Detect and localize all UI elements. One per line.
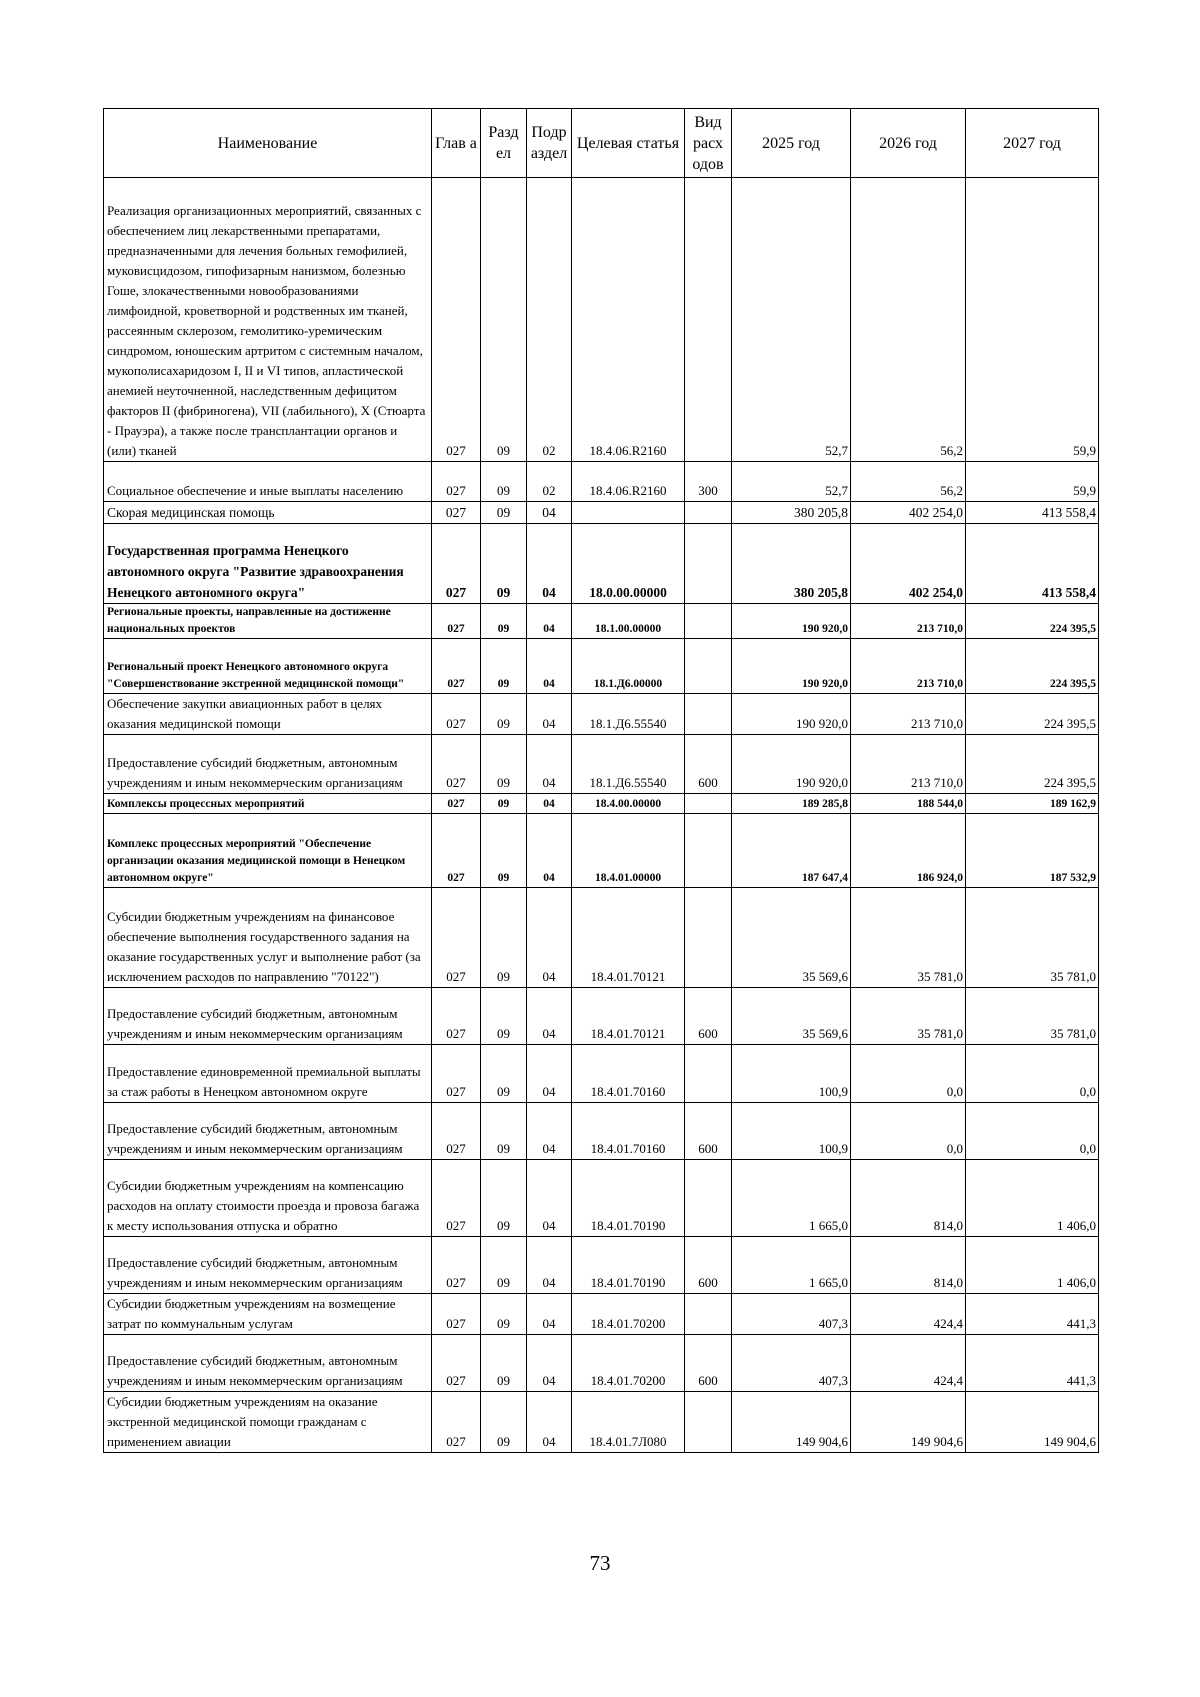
table-row xyxy=(104,1160,1099,1237)
cell-2026: 35 781,0 xyxy=(851,888,966,988)
cell-target: 18.1.Д6.55540 xyxy=(572,735,685,794)
cell-vid xyxy=(685,1160,732,1237)
cell-2027: 59,9 xyxy=(966,462,1099,502)
cell-razdel: 09 xyxy=(481,524,527,604)
cell-target: 18.1.00.00000 xyxy=(572,604,685,639)
cell-2027: 35 781,0 xyxy=(966,988,1099,1045)
cell-target: 18.4.01.70121 xyxy=(572,888,685,988)
cell-2025: 190 920,0 xyxy=(732,735,851,794)
cell-podrazdel: 04 xyxy=(527,639,572,694)
cell-razdel: 09 xyxy=(481,1237,527,1294)
cell-razdel: 09 xyxy=(481,502,527,524)
cell-2027: 224 395,5 xyxy=(966,694,1099,735)
cell-2025: 1 665,0 xyxy=(732,1237,851,1294)
cell-name: Скорая медицинская помощь xyxy=(104,502,432,524)
table-row xyxy=(104,502,1099,524)
table-row xyxy=(104,1294,1099,1335)
cell-2026: 186 924,0 xyxy=(851,814,966,888)
cell-glava: 027 xyxy=(432,1335,481,1392)
cell-glava: 027 xyxy=(432,462,481,502)
table-row xyxy=(104,462,1099,502)
cell-name: Субсидии бюджетным учреждениям на возмещение затрат по коммунальным услугам xyxy=(104,1294,432,1335)
cell-2026: 402 254,0 xyxy=(851,502,966,524)
cell-podrazdel: 04 xyxy=(527,1335,572,1392)
cell-2026: 402 254,0 xyxy=(851,524,966,604)
cell-razdel: 09 xyxy=(481,694,527,735)
table-row xyxy=(104,794,1099,814)
cell-2027: 224 395,5 xyxy=(966,639,1099,694)
cell-vid xyxy=(685,604,732,639)
cell-2027: 35 781,0 xyxy=(966,888,1099,988)
cell-vid xyxy=(685,524,732,604)
cell-razdel: 09 xyxy=(481,988,527,1045)
cell-glava: 027 xyxy=(432,1237,481,1294)
cell-podrazdel: 04 xyxy=(527,794,572,814)
header-row xyxy=(104,109,1099,178)
cell-vid xyxy=(685,502,732,524)
cell-vid xyxy=(685,1294,732,1335)
cell-name: Комплексы процессных мероприятий xyxy=(104,794,432,814)
cell-razdel: 09 xyxy=(481,1294,527,1335)
page-number: 73 xyxy=(589,1551,611,1575)
cell-2027: 0,0 xyxy=(966,1045,1099,1103)
cell-podrazdel: 04 xyxy=(527,1392,572,1453)
table-row xyxy=(104,178,1099,462)
cell-podrazdel: 02 xyxy=(527,462,572,502)
cell-2025: 190 920,0 xyxy=(732,604,851,639)
cell-glava: 027 xyxy=(432,1160,481,1237)
cell-glava: 027 xyxy=(432,639,481,694)
header-name: Наименование xyxy=(104,109,432,178)
cell-vid: 600 xyxy=(685,1335,732,1392)
cell-name: Государственная программа Ненецкого автономного округа "Развитие здравоохранения Ненецкого автономного округа" xyxy=(104,524,432,604)
cell-podrazdel: 04 xyxy=(527,988,572,1045)
cell-target: 18.0.00.00000 xyxy=(572,524,685,604)
table-row xyxy=(104,888,1099,988)
cell-2026: 213 710,0 xyxy=(851,735,966,794)
cell-2026: 0,0 xyxy=(851,1045,966,1103)
cell-vid xyxy=(685,888,732,988)
cell-name: Региональный проект Ненецкого автономного округа "Совершенствование экстренной медицинской помощи" xyxy=(104,639,432,694)
cell-2025: 380 205,8 xyxy=(732,524,851,604)
cell-glava: 027 xyxy=(432,694,481,735)
cell-2025: 52,7 xyxy=(732,462,851,502)
cell-2026: 188 544,0 xyxy=(851,794,966,814)
table-row xyxy=(104,1103,1099,1160)
cell-vid xyxy=(685,1045,732,1103)
cell-razdel: 09 xyxy=(481,1392,527,1453)
cell-podrazdel: 04 xyxy=(527,1103,572,1160)
cell-2026: 213 710,0 xyxy=(851,604,966,639)
cell-2025: 100,9 xyxy=(732,1045,851,1103)
cell-target: 18.4.01.70200 xyxy=(572,1335,685,1392)
cell-podrazdel: 04 xyxy=(527,694,572,735)
cell-glava: 027 xyxy=(432,1103,481,1160)
cell-name: Субсидии бюджетным учреждениям на финансовое обеспечение выполнения государственного задания на оказание государственных услуг и выполнение работ (за исключением расходов по направлению "70122") xyxy=(104,888,432,988)
cell-2026: 149 904,6 xyxy=(851,1392,966,1453)
cell-glava: 027 xyxy=(432,524,481,604)
cell-target: 18.4.01.7Л080 xyxy=(572,1392,685,1453)
cell-2026: 56,2 xyxy=(851,462,966,502)
cell-target: 18.4.01.70190 xyxy=(572,1160,685,1237)
cell-vid xyxy=(685,639,732,694)
table-row xyxy=(104,639,1099,694)
cell-name: Предоставление субсидий бюджетным, автономным учреждениям и иным некоммерческим организациям xyxy=(104,1237,432,1294)
cell-glava: 027 xyxy=(432,888,481,988)
cell-2026: 35 781,0 xyxy=(851,988,966,1045)
cell-target: 18.4.06.R2160 xyxy=(572,178,685,462)
cell-2027: 189 162,9 xyxy=(966,794,1099,814)
table-row xyxy=(104,1335,1099,1392)
cell-2027: 441,3 xyxy=(966,1294,1099,1335)
cell-target xyxy=(572,502,685,524)
cell-vid xyxy=(685,178,732,462)
header-glava: Глав а xyxy=(432,109,481,178)
table-row xyxy=(104,604,1099,639)
cell-2027: 59,9 xyxy=(966,178,1099,462)
table-row xyxy=(104,1237,1099,1294)
cell-glava: 027 xyxy=(432,1392,481,1453)
table-row xyxy=(104,988,1099,1045)
cell-2025: 52,7 xyxy=(732,178,851,462)
cell-name: Предоставление единовременной премиальной выплаты за стаж работы в Ненецком автономном округе xyxy=(104,1045,432,1103)
header-podrazdel: Подр аздел xyxy=(527,109,572,178)
cell-glava: 027 xyxy=(432,502,481,524)
cell-podrazdel: 04 xyxy=(527,1045,572,1103)
cell-podrazdel: 02 xyxy=(527,178,572,462)
cell-2027: 1 406,0 xyxy=(966,1160,1099,1237)
cell-glava: 027 xyxy=(432,794,481,814)
cell-razdel: 09 xyxy=(481,794,527,814)
header-target: Целевая статья xyxy=(572,109,685,178)
cell-glava: 027 xyxy=(432,988,481,1045)
header-2025: 2025 год xyxy=(732,109,851,178)
cell-glava: 027 xyxy=(432,178,481,462)
cell-2026: 424,4 xyxy=(851,1335,966,1392)
cell-name: Субсидии бюджетным учреждениям на компенсацию расходов на оплату стоимости проезда и провоза багажа к месту использования отпуска и обратно xyxy=(104,1160,432,1237)
header-2026: 2026 год xyxy=(851,109,966,178)
cell-razdel: 09 xyxy=(481,639,527,694)
cell-2025: 407,3 xyxy=(732,1294,851,1335)
cell-vid xyxy=(685,814,732,888)
table-body xyxy=(104,178,1099,1453)
cell-razdel: 09 xyxy=(481,462,527,502)
cell-vid: 600 xyxy=(685,1103,732,1160)
cell-2026: 814,0 xyxy=(851,1237,966,1294)
cell-vid: 600 xyxy=(685,735,732,794)
cell-podrazdel: 04 xyxy=(527,524,572,604)
cell-2026: 56,2 xyxy=(851,178,966,462)
cell-2027: 0,0 xyxy=(966,1103,1099,1160)
cell-2027: 224 395,5 xyxy=(966,604,1099,639)
table-row xyxy=(104,694,1099,735)
cell-podrazdel: 04 xyxy=(527,735,572,794)
cell-vid: 300 xyxy=(685,462,732,502)
cell-razdel: 09 xyxy=(481,1335,527,1392)
cell-razdel: 09 xyxy=(481,1160,527,1237)
table-row xyxy=(104,735,1099,794)
cell-razdel: 09 xyxy=(481,1045,527,1103)
cell-2026: 814,0 xyxy=(851,1160,966,1237)
cell-vid: 600 xyxy=(685,988,732,1045)
cell-2027: 441,3 xyxy=(966,1335,1099,1392)
cell-glava: 027 xyxy=(432,735,481,794)
cell-target: 18.4.01.70160 xyxy=(572,1103,685,1160)
header-vid: Вид расх одов xyxy=(685,109,732,178)
table-row xyxy=(104,814,1099,888)
cell-2025: 190 920,0 xyxy=(732,694,851,735)
table-row xyxy=(104,524,1099,604)
header-razdel: Разд ел xyxy=(481,109,527,178)
table-row xyxy=(104,1392,1099,1453)
cell-2027: 413 558,4 xyxy=(966,524,1099,604)
cell-razdel: 09 xyxy=(481,735,527,794)
cell-2027: 187 532,9 xyxy=(966,814,1099,888)
cell-2025: 35 569,6 xyxy=(732,888,851,988)
cell-target: 18.4.06.R2160 xyxy=(572,462,685,502)
cell-name: Социальное обеспечение и иные выплаты населению xyxy=(104,462,432,502)
cell-podrazdel: 04 xyxy=(527,1237,572,1294)
cell-target: 18.4.01.70121 xyxy=(572,988,685,1045)
header-2027: 2027 год xyxy=(966,109,1099,178)
cell-name: Предоставление субсидий бюджетным, автономным учреждениям и иным некоммерческим организациям xyxy=(104,1103,432,1160)
cell-2027: 149 904,6 xyxy=(966,1392,1099,1453)
cell-glava: 027 xyxy=(432,1294,481,1335)
cell-name: Предоставление субсидий бюджетным, автономным учреждениям и иным некоммерческим организациям xyxy=(104,988,432,1045)
cell-target: 18.4.01.70160 xyxy=(572,1045,685,1103)
cell-razdel: 09 xyxy=(481,178,527,462)
cell-vid: 600 xyxy=(685,1237,732,1294)
cell-razdel: 09 xyxy=(481,888,527,988)
cell-2025: 380 205,8 xyxy=(732,502,851,524)
cell-podrazdel: 04 xyxy=(527,604,572,639)
cell-razdel: 09 xyxy=(481,604,527,639)
cell-2025: 189 285,8 xyxy=(732,794,851,814)
cell-name: Предоставление субсидий бюджетным, автономным учреждениям и иным некоммерческим организациям xyxy=(104,735,432,794)
cell-name: Реализация организационных мероприятий, связанных с обеспечением лиц лекарственными препаратами, предназначенными для лечения больных гемофилией, муковисцидозом, гипофизарным нанизмом, болезнью Гоше, злокачественными новообразованиями лимфоидной, кроветворной и родственных им тканей, рассеянным склерозом, гемолитико-уремическим синдромом, юношеским артритом с системным началом, мукополисахаридозом I, II и VI типов, апластической анемией неуточненной, наследственным дефицитом факторов II (фибриногена), VII (лабильного), X (Стюарта - Прауэра), а также после трансплантации органов и (или) тканей xyxy=(104,178,432,462)
cell-2027: 413 558,4 xyxy=(966,502,1099,524)
cell-target: 18.4.01.70200 xyxy=(572,1294,685,1335)
cell-2027: 1 406,0 xyxy=(966,1237,1099,1294)
cell-2026: 0,0 xyxy=(851,1103,966,1160)
cell-podrazdel: 04 xyxy=(527,814,572,888)
cell-vid xyxy=(685,1392,732,1453)
cell-target: 18.4.01.70190 xyxy=(572,1237,685,1294)
cell-2025: 149 904,6 xyxy=(732,1392,851,1453)
cell-2025: 190 920,0 xyxy=(732,639,851,694)
cell-podrazdel: 04 xyxy=(527,502,572,524)
cell-target: 18.1.Д6.00000 xyxy=(572,639,685,694)
cell-2025: 187 647,4 xyxy=(732,814,851,888)
cell-name: Комплекс процессных мероприятий "Обеспечение организации оказания медицинской помощи в Ненецком автономном округе" xyxy=(104,814,432,888)
cell-name: Предоставление субсидий бюджетным, автономным учреждениям и иным некоммерческим организациям xyxy=(104,1335,432,1392)
cell-2027: 224 395,5 xyxy=(966,735,1099,794)
cell-2026: 424,4 xyxy=(851,1294,966,1335)
table-row xyxy=(104,1045,1099,1103)
cell-glava: 027 xyxy=(432,814,481,888)
budget-table xyxy=(103,108,1099,1453)
cell-2025: 35 569,6 xyxy=(732,988,851,1045)
cell-vid xyxy=(685,794,732,814)
cell-razdel: 09 xyxy=(481,814,527,888)
cell-target: 18.1.Д6.55540 xyxy=(572,694,685,735)
cell-razdel: 09 xyxy=(481,1103,527,1160)
cell-2025: 1 665,0 xyxy=(732,1160,851,1237)
cell-2025: 407,3 xyxy=(732,1335,851,1392)
cell-2026: 213 710,0 xyxy=(851,639,966,694)
cell-target: 18.4.01.00000 xyxy=(572,814,685,888)
cell-target: 18.4.00.00000 xyxy=(572,794,685,814)
cell-name: Региональные проекты, направленные на достижение национальных проектов xyxy=(104,604,432,639)
cell-name: Субсидии бюджетным учреждениям на оказание экстренной медицинской помощи гражданам с применением авиации xyxy=(104,1392,432,1453)
cell-2025: 100,9 xyxy=(732,1103,851,1160)
cell-podrazdel: 04 xyxy=(527,1160,572,1237)
cell-podrazdel: 04 xyxy=(527,1294,572,1335)
cell-glava: 027 xyxy=(432,604,481,639)
cell-name: Обеспечение закупки авиационных работ в целях оказания медицинской помощи xyxy=(104,694,432,735)
cell-2026: 213 710,0 xyxy=(851,694,966,735)
cell-podrazdel: 04 xyxy=(527,888,572,988)
cell-vid xyxy=(685,694,732,735)
cell-glava: 027 xyxy=(432,1045,481,1103)
